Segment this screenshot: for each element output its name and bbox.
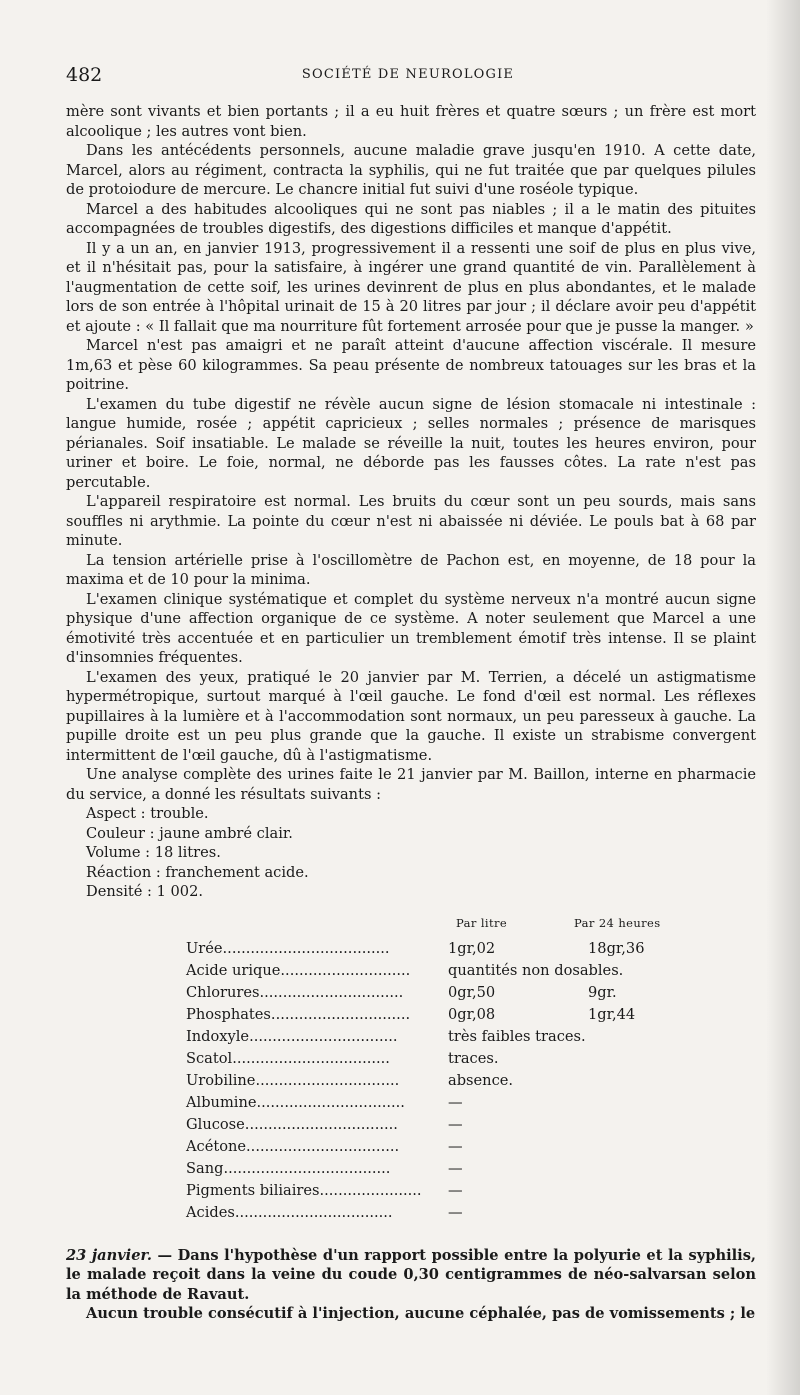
value-per-24h: 9gr. (588, 983, 617, 1001)
paragraph: Une analyse complète des urines faite le 21 janvier par M. Baillon, interne en pharmacie du service, a donné les résultats suivants : (66, 766, 756, 803)
paragraph: Dans les antécédents personnels, aucune maladie grave jusqu'en 1910. A cette date, Marcel, alors au régiment, contracta la syphilis, qui ne fut traitée que par quelques pilules de protoiodure de mercure. Le chancre initial fut suivi d'une roséole typique. (66, 142, 756, 198)
paragraph: Marcel n'est pas amaigri et ne paraît atteint d'aucune affection viscérale. Il mesure 1m,63 et pèse 60 kilogrammes. Sa peau présente de nombreux tatouages sur les bras et la poitrine. (66, 337, 756, 393)
paragraph: L'examen du tube digestif ne révèle aucun signe de lésion stomacale ni intestinale : langue humide, rosée ; appétit capricieux ; selles normales ; présence de marisques périanales. Soif insatiable. Le malade se réveille la nuit, toutes les heures environ, pour uriner et boire. Le foie, normal, ne déborde pas les fausses côtes. La rate n'est pas percutable. (66, 395, 756, 491)
row-label: Sang.................................... (186, 1159, 391, 1177)
paragraph-text: — Dans l'hypothèse d'un rapport possible entre la polyurie et la syphilis, le malade reçoit dans la veine du coude 0,30 centigrammes de néo-salvarsan selon la méthode de Ravaut. (66, 1246, 756, 1303)
table-row (186, 1202, 688, 1224)
paragraph: L'appareil respiratoire est normal. Les bruits du cœur sont un peu sourds, mais sans souffles ni arythmie. La pointe du cœur n'est ni abaissée ni déviée. Le pouls bat à 68 par minute. (66, 493, 756, 549)
paragraph: L'examen clinique systématique et complet du système nerveux n'a montré aucun signe physique d'une affection organique de ce système. A noter seulement que Marcel a une émotivité très accentuée et en particulier un tremblement émotif très intense. Il se plaint d'insomnies fréquentes. (66, 590, 756, 666)
row-label: Albumine................................ (186, 1093, 405, 1111)
row-value: — (448, 1181, 463, 1199)
value-per-24h: 18gr,36 (588, 939, 645, 957)
col-header-per-litre: Par litre (456, 915, 508, 930)
main-text (66, 102, 756, 1324)
row-value: — (448, 1137, 463, 1155)
col-header-per-24h: Par 24 heures (574, 915, 661, 930)
date-label: 23 janvier. (66, 1246, 152, 1264)
table-row (186, 1180, 688, 1202)
table-row (186, 1114, 688, 1136)
table-row (186, 1004, 688, 1026)
page-header (66, 64, 750, 86)
paragraph: La tension artérielle prise à l'oscillomètre de Pachon est, en moyenne, de 18 pour la maxima et de 10 pour la minima. (66, 551, 756, 588)
paragraph: L'examen des yeux, pratiqué le 20 janvier par M. Terrien, a décelé un astigmatisme hypermétropique, surtout marqué à l'œil gauche. Le fond d'œil est normal. Les réflexes pupillaires à la lumière et à l'accommodation sont normaux, un peu paresseux à gauche. La pupille droite est un peu plus grande que la gauche. Il existe un strabisme convergent intermittent de l'œil gauche, dû à l'astigmatisme. (66, 668, 756, 764)
table-column-headers (66, 908, 756, 938)
table-row (186, 1158, 688, 1180)
table-row (186, 1092, 688, 1114)
table-row (186, 938, 688, 960)
table-row (186, 960, 688, 982)
table-row (186, 1026, 688, 1048)
row-label: Glucose................................. (186, 1115, 398, 1133)
row-value: — (448, 1115, 463, 1133)
page-number: 482 (66, 64, 103, 86)
value-per-litre: 1gr,02 (448, 939, 496, 957)
value-per-24h: 1gr,44 (588, 1005, 636, 1023)
row-label: Pigments biliaires...................... (186, 1181, 422, 1199)
row-value: — (448, 1203, 463, 1221)
urine-properties-list (86, 804, 756, 902)
row-label: Indoxyle................................ (186, 1027, 398, 1045)
row-value: — (448, 1093, 463, 1111)
urine-property: Réaction : franchement acide. (86, 863, 309, 881)
table-row (186, 1070, 688, 1092)
paragraph: Il y a un an, en janvier 1913, progressivement il a ressenti une soif de plus en plus vive, et il n'hésitait pas, pour la satisfaire, à ingérer une grand quantité de vin. Parallèlement à l'augmentation de cette soif, les urines devinrent de plus en plus abondantes, et le malade lors de son entrée à l'hôpital urinait de 15 à 20 litres par jour ; il déclare avoir peu d'appétit et ajoute : « Il fallait que ma nourriture fût fortement arrosée pour que je pusse la manger. » (66, 239, 756, 335)
table-row (186, 1048, 688, 1070)
urine-property: Densité : 1 002. (86, 883, 204, 900)
row-label: Chlorures............................... (186, 983, 404, 1001)
urine-property: Volume : 18 litres. (86, 844, 221, 861)
row-value: traces. (448, 1049, 499, 1067)
row-label: Acide urique............................ (186, 961, 411, 979)
row-value: — (448, 1159, 463, 1177)
row-label: Acides.................................. (186, 1203, 393, 1221)
paragraph: Aucun trouble consécutif à l'injection, aucune céphalée, pas de vomissements ; le (86, 1305, 756, 1322)
urine-property: Couleur : jaune ambré clair. (86, 824, 293, 842)
table-row (186, 1136, 688, 1158)
row-label: Scatol.................................. (186, 1049, 390, 1067)
row-label: Urée.................................... (186, 939, 390, 957)
row-label: Phosphates.............................. (186, 1005, 411, 1023)
closing-section (66, 1246, 756, 1324)
urine-analysis-table (186, 938, 688, 1224)
value-per-litre: 0gr,50 (448, 983, 496, 1001)
value-per-litre: 0gr,08 (448, 1005, 496, 1023)
urine-property: Aspect : trouble. (86, 805, 209, 822)
row-value: très faibles traces. (448, 1027, 586, 1045)
row-value: absence. (448, 1071, 514, 1089)
row-value: quantités non dosables. (448, 961, 624, 979)
row-label: Urobiline............................... (186, 1071, 400, 1089)
row-label: Acétone................................. (186, 1137, 400, 1155)
running-title: SOCIÉTÉ DE NEUROLOGIE (301, 67, 515, 82)
table-row (186, 982, 688, 1004)
paragraph (66, 1246, 756, 1305)
paragraph: mère sont vivants et bien portants ; il a eu huit frères et quatre sœurs ; un frère est mort alcoolique ; les autres vont bien. (66, 103, 756, 140)
paragraph: Marcel a des habitudes alcooliques qui ne sont pas niables ; il a le matin des pituites accompagnées de troubles digestifs, des digestions difficiles et manque d'appétit. (66, 200, 756, 237)
